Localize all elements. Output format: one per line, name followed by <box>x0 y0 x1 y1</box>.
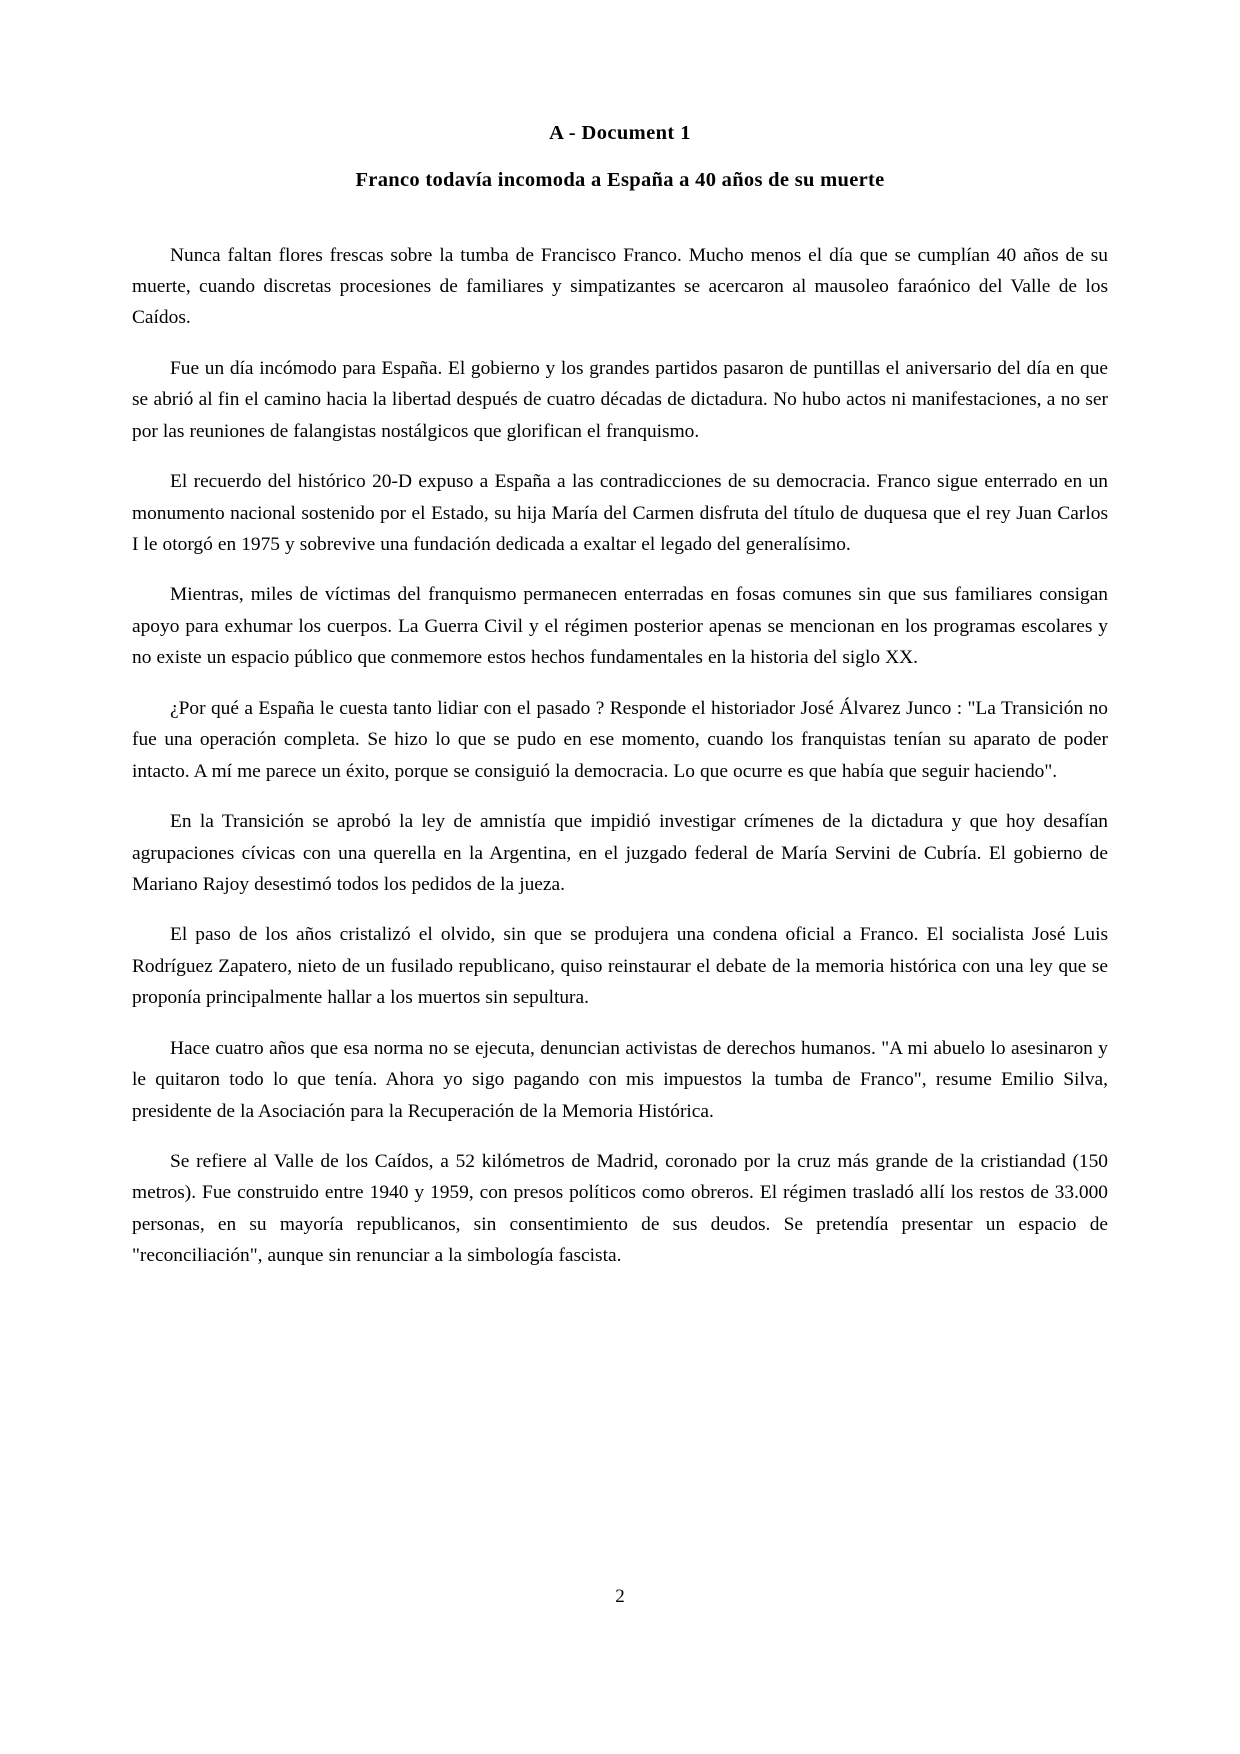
page-title: Franco todavía incomoda a España a 40 años de su muerte <box>355 168 885 191</box>
paragraph: Se refiere al Valle de los Caídos, a 52 kilómetros de Madrid, coronado por la cruz más grande de la cristiandad (150 metros). Fue construido entre 1940 y 1959, con presos políticos como obreros. El régimen trasladó allí los restos de 33.000 personas, en su mayoría republicanos, sin consentimiento de sus deudos. Se pretendía presentar un espacio de "reconciliación", aunque sin renunciar a la simbología fascista. <box>132 1151 1108 1267</box>
paragraph: ¿Por qué a España le cuesta tanto lidiar con el pasado ? Responde el historiador José Álvarez Junco : "La Transición no fue una operación completa. Se hizo lo que se pudo en ese momento, cuando los franquistas tenían su aparato de poder intacto. A mí me parece un éxito, porque se consiguió la democracia. Lo que ocurre es que había que seguir haciendo". <box>132 697 1108 782</box>
paragraph: El recuerdo del histórico 20-D expuso a España a las contradicciones de su democracia. Franco sigue enterrado en un monumento nacional sostenido por el Estado, su hija María del Carmen disfruta del título de duquesa que el rey Juan Carlos I le otorgó en 1975 y sobrevive una fundación dedicada a exaltar el legado del generalísimo. <box>132 471 1108 555</box>
paragraph: Fue un día incómodo para España. El gobierno y los grandes partidos pasaron de puntillas el aniversario del día en que se abrió al fin el camino hacia la libertad después de cuatro décadas de dictadura. No hubo actos ni manifestaciones, a no ser por las reuniones de falangistas nostálgicos que glorifican el franquismo. <box>132 357 1108 442</box>
paragraph: Hace cuatro años que esa norma no se ejecuta, denuncian activistas de derechos humanos. "A mi abuelo lo asesinaron y le quitaron todo lo que tenía. Ahora yo sigo pagando con mis impuestos la tumba de Franco", resume Emilio Silva, presidente de la Asociación para la Recuperación de la Memoria Histórica. <box>132 1037 1108 1122</box>
paragraph: Nunca faltan flores frescas sobre la tumba de Francisco Franco. Mucho menos el día que se cumplían 40 años de su muerte, cuando discretas procesiones de familiares y simpatizantes se acercaron al mausoleo faraónico del Valle de los Caídos. <box>132 244 1108 329</box>
page-number: 2 <box>615 1586 625 1607</box>
document-body <box>132 240 1108 1272</box>
document-heading: A - Document 1 <box>549 122 691 144</box>
paragraph: En la Transición se aprobó la ley de amnistía que impidió investigar crímenes de la dictadura y que hoy desafían agrupaciones cívicas con una querella en la Argentina, en el juzgado federal de María Servini de Cubría. El gobierno de Mariano Rajoy desestimó todos los pedidos de la jueza. <box>132 811 1108 895</box>
paragraph: Mientras, miles de víctimas del franquismo permanecen enterradas en fosas comunes sin que sus familiares consigan apoyo para exhumar los cuerpos. La Guerra Civil y el régimen posterior apenas se mencionan en los programas escolares y no existe un espacio público que conmemore estos hechos fundamentales en la historia del siglo XX. <box>132 584 1108 669</box>
paragraph: El paso de los años cristalizó el olvido, sin que se produjera una condena oficial a Franco. El socialista José Luis Rodríguez Zapatero, nieto de un fusilado republicano, quiso reinstaurar el debate de la memoria histórica con una ley que se proponía principalmente hallar a los muertos sin sepultura. <box>132 924 1108 1009</box>
